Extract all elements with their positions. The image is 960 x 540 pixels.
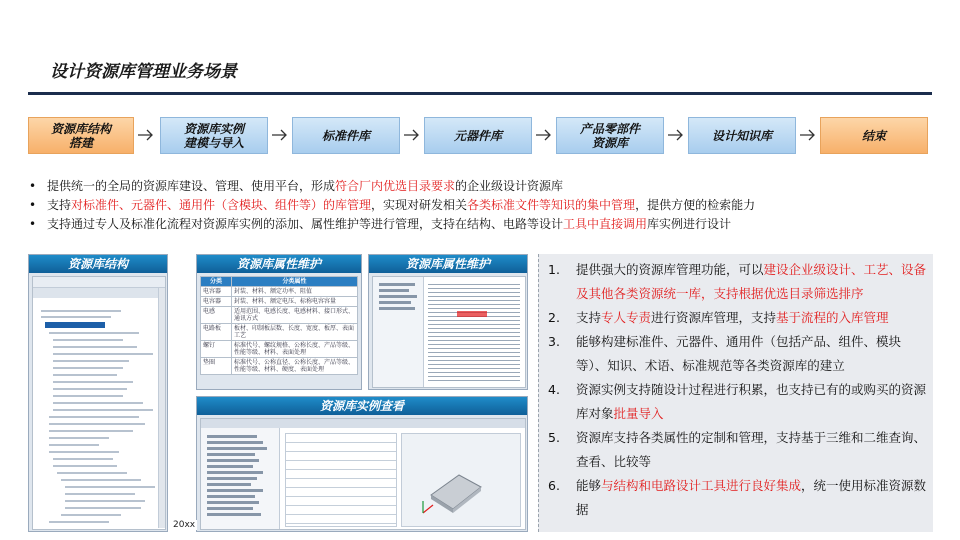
table-row: 电容器 封装、材料、额定功率、阻值 bbox=[201, 287, 358, 297]
flow-step-label: 结束 bbox=[861, 128, 886, 143]
table-row: 电路板 板材、印制板层数、长度、宽度、板厚、表面工艺 bbox=[201, 324, 358, 341]
panel-title: 资源库属性维护 bbox=[369, 255, 527, 273]
attribute-panel-table bbox=[196, 254, 362, 390]
list-item: 1. 提供强大的资源库管理功能，可以建设企业级设计、工艺、设备及其他各类资源统一库，支持根据优选目录筛选排序 bbox=[548, 262, 927, 301]
flow-step-structure bbox=[28, 117, 134, 154]
table-header: 分类 bbox=[201, 277, 232, 287]
flow-step-instance-modeling bbox=[160, 117, 268, 154]
flow-step-components bbox=[424, 117, 532, 154]
arrow-right-icon bbox=[404, 128, 420, 142]
instance-screenshot bbox=[200, 418, 526, 530]
title-divider bbox=[28, 92, 932, 95]
flow-step-end bbox=[820, 117, 928, 154]
part-3d-preview bbox=[419, 465, 489, 517]
arrow-right-icon bbox=[800, 128, 816, 142]
arrow-right-icon bbox=[668, 128, 684, 142]
structure-panel bbox=[28, 254, 168, 532]
flow-step-label: 元器件库 bbox=[453, 128, 502, 143]
tree-screenshot bbox=[32, 276, 166, 530]
table-header: 分类属性 bbox=[232, 277, 358, 287]
process-flow bbox=[0, 117, 960, 157]
flow-step-label: 资源库实例 建模与导入 bbox=[183, 121, 244, 150]
list-item: 6. 能够与结构和电路设计工具进行良好集成，统一使用标准资源数据 bbox=[548, 478, 927, 517]
list-item: 2. 支持专人专责进行资源库管理，支持基于流程的入库管理 bbox=[548, 310, 889, 325]
panel-title: 资源库实例查看 bbox=[197, 397, 527, 415]
attribute-panel-list bbox=[368, 254, 528, 390]
flow-step-label: 标准件库 bbox=[321, 128, 370, 143]
flow-step-standard-parts bbox=[292, 117, 400, 154]
panel-title: 资源库结构 bbox=[29, 255, 167, 273]
bullet-item: • 提供统一的全局的资源库建设、管理、使用平台，形成符合厂内优选目录要求的企业级设计资源库 bbox=[25, 177, 945, 196]
flow-step-label: 资源库结构 搭建 bbox=[50, 121, 111, 150]
panel-title: 资源库属性维护 bbox=[197, 255, 361, 273]
arrow-right-icon bbox=[138, 128, 154, 142]
bullet-item: • 支持通过专人及标准化流程对资源库实例的添加、属性维护等进行管理，支持在结构、电路等设计工具中直接调用库实例进行设计 bbox=[25, 215, 945, 234]
table-row: 垫圈 标准代号、公称直径、公称长度、产品等级、性能等级、材料、硬度、表面处理 bbox=[201, 358, 358, 375]
arrow-right-icon bbox=[536, 128, 552, 142]
bullet-item: • 支持对标准件、元器件、通用件（含模块、组件等）的库管理，实现对研发相关各类标准文件等知识的集中管理，提供方便的检索能力 bbox=[25, 196, 945, 215]
table-row: 螺钉 标准代号、螺纹规格、公称长度、产品等级、性能等级、材料、表面处理 bbox=[201, 341, 358, 358]
feature-list-box bbox=[538, 254, 933, 532]
page-title: 设计资源库管理业务场景 bbox=[50, 62, 237, 82]
table-row: 电容器 封装、材料、额定电压、标称电容容量 bbox=[201, 297, 358, 307]
list-item: 5. 资源库支持各类属性的定制和管理，支持基于三维和二维查询、查看、比较等 bbox=[548, 430, 927, 469]
attribute-table bbox=[200, 276, 358, 375]
table-row: 电感 适用范围、电感长度、电感材料、接口形式、通讯方式 bbox=[201, 307, 358, 324]
summary-bullets bbox=[25, 177, 945, 234]
arrow-right-icon bbox=[272, 128, 288, 142]
dashed-divider bbox=[538, 254, 539, 532]
table-header-row bbox=[201, 277, 358, 287]
list-item: 3. 能够构建标准件、元器件、通用件（包括产品、组件、模块等）、知识、术语、标准规范等各类资源库的建立 bbox=[548, 334, 902, 373]
flow-step-label: 产品零部件 资源库 bbox=[579, 121, 640, 150]
list-screenshot bbox=[372, 276, 526, 388]
footer-year: 20xx bbox=[173, 520, 196, 530]
list-item: 4. 资源实例支持随设计过程进行积累，也支持已有的或购买的资源库对象批量导入 bbox=[548, 382, 927, 421]
flow-step-product-parts bbox=[556, 117, 664, 154]
instance-panel bbox=[196, 396, 528, 532]
flow-step-label: 设计知识库 bbox=[711, 128, 772, 143]
feature-list bbox=[548, 258, 928, 522]
flow-step-knowledge-base bbox=[688, 117, 796, 154]
